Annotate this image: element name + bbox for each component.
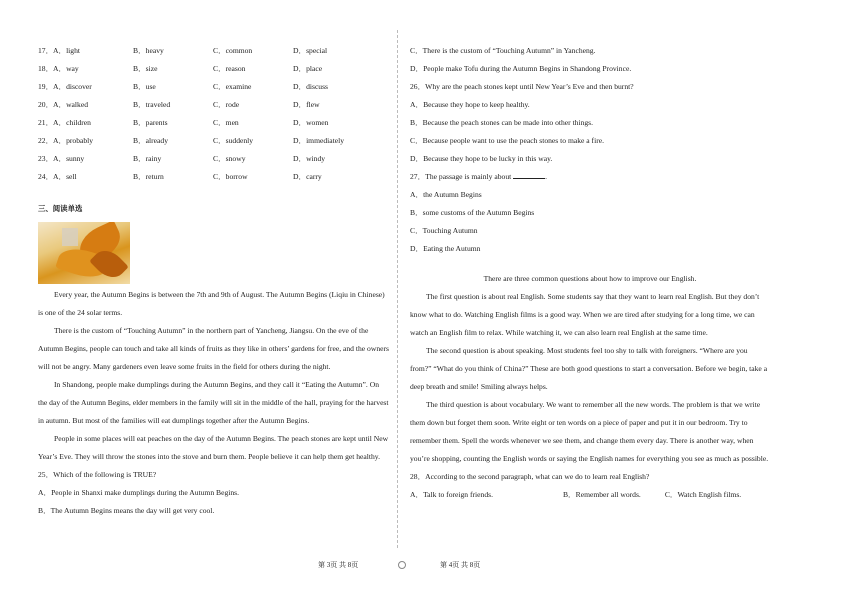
cloze-options xyxy=(38,42,390,186)
cloze-option-c[interactable]: C．reason xyxy=(213,64,246,73)
question-25-option-a[interactable]: A．People in Shanxi make dumplings during the Autumn Begins. xyxy=(38,488,240,497)
cloze-option-a[interactable]: A．sell xyxy=(53,172,77,181)
question-25-stem: 25．Which of the following is TRUE? xyxy=(38,470,157,479)
question-27-stem-end: . xyxy=(545,172,548,181)
page-number-right: 第 4页 共 8页 xyxy=(440,561,481,569)
cloze-option-c[interactable]: C．examine xyxy=(213,82,252,91)
question-26-stem: 26．Why are the peach stones kept until New Year’s Eve and then burnt? xyxy=(410,82,634,91)
cloze-row xyxy=(38,42,390,60)
cloze-option-a[interactable]: A．sunny xyxy=(53,154,85,163)
cloze-option-a[interactable]: A．probably xyxy=(53,136,94,145)
cloze-number: 18． xyxy=(38,64,54,73)
question-27-option-a[interactable]: A．the Autumn Begins xyxy=(410,190,482,199)
left-page xyxy=(38,42,390,520)
cloze-row xyxy=(38,114,390,132)
binding-circle-icon xyxy=(398,561,406,569)
cloze-option-d[interactable]: D．immediately xyxy=(293,136,345,145)
question-28-stem: 28．According to the second paragraph, what can we do to learn real English? xyxy=(410,472,650,481)
cloze-number: 24． xyxy=(38,172,54,181)
passage1-paragraph: Every year, the Autumn Begins is between the 7th and 9th of August. The Autumn Begins (Liqiu in Chinese) is one of the 24 solar terms. xyxy=(38,290,385,317)
passage1-paragraph: People in some places will eat peaches on the day of the Autumn Begins. The peach stones are kept until New Year’s Eve. They will throw the stones into the stove and burn them. People believe it can help them get healthy. xyxy=(38,434,389,461)
right-page xyxy=(410,42,770,504)
section-title: 三、阅读单选 xyxy=(38,204,83,213)
cloze-number: 17． xyxy=(38,46,54,55)
question-27-option-c[interactable]: C．Touching Autumn xyxy=(410,226,478,235)
passage2-paragraph: The third question is about vocabulary. We want to remember all the new words. The problem is that we write them down but forget them soon. Write eight or ten words on a piece of paper and put it in our bedroom. Try to remember them. Spell the words whenever we see them, and change them every day. There is another way, when you’re shopping, counting the English words or saying the English names for everything you see as much as possible. xyxy=(410,400,769,463)
question-26-option-d[interactable]: D．Because they hope to be lucky in this way. xyxy=(410,154,553,163)
cloze-option-d[interactable]: D．windy xyxy=(293,154,326,163)
cloze-option-a[interactable]: A．children xyxy=(53,118,91,127)
cloze-option-a[interactable]: A．walked xyxy=(53,100,89,109)
cloze-option-c[interactable]: C．rode xyxy=(213,100,240,109)
cloze-row xyxy=(38,150,390,168)
cloze-option-b[interactable]: B．traveled xyxy=(133,100,171,109)
cloze-option-d[interactable]: D．discuss xyxy=(293,82,329,91)
question-28-option-a[interactable]: A．Talk to foreign friends. xyxy=(410,490,493,499)
cloze-number: 21． xyxy=(38,118,54,127)
cloze-row xyxy=(38,60,390,78)
cloze-number: 22． xyxy=(38,136,54,145)
cloze-option-a[interactable]: A．way xyxy=(53,64,79,73)
cloze-option-b[interactable]: B．return xyxy=(133,172,164,181)
cloze-option-c[interactable]: C．snowy xyxy=(213,154,246,163)
cloze-option-b[interactable]: B．heavy xyxy=(133,46,164,55)
cloze-row xyxy=(38,96,390,114)
cloze-option-d[interactable]: D．place xyxy=(293,64,323,73)
question-28-option-b[interactable]: B．Remember all words. xyxy=(562,490,641,499)
autumn-photo xyxy=(38,222,130,284)
passage2-paragraph: The first question is about real English. Some students say that they want to learn real English. But they don’t know what to do. Watching English films is a good way. When we are tired after studying for a long time, we can watch an English film to relax. While watching it, we can also learn real English at the same time. xyxy=(410,292,760,337)
cloze-option-c[interactable]: C．borrow xyxy=(213,172,248,181)
passage1-paragraph: There is the custom of “Touching Autumn” in the northern part of Yancheng, Jiangsu. On the eve of the Autumn Begins, people can touch and take all kinds of fruits as they like in others’ gardens for free, and the owners will not be angry. Many gardeners even leave some fruits in the field for others during the night. xyxy=(38,326,389,371)
cloze-option-c[interactable]: C．common xyxy=(213,46,253,55)
cloze-option-b[interactable]: B．use xyxy=(133,82,156,91)
cloze-option-b[interactable]: B．rainy xyxy=(133,154,162,163)
cloze-number: 23． xyxy=(38,154,54,163)
cloze-option-b[interactable]: B．parents xyxy=(133,118,168,127)
question-25-option-c[interactable]: C．There is the custom of “Touching Autumn” in Yancheng. xyxy=(410,46,596,55)
cloze-option-b[interactable]: B．already xyxy=(133,136,169,145)
question-27-stem-text: 27．The passage is mainly about xyxy=(410,172,512,181)
question-25-option-b[interactable]: B．The Autumn Begins means the day will get very cool. xyxy=(38,506,215,515)
passage1-paragraph: In Shandong, people make dumplings during the Autumn Begins, and they call it “Eating the Autumn”. On the day of the Autumn Begins, elder members in the family will sit in the middle of the hall, praying for the harvest in autumn. But most of the families will eat dumplings together after the Autumn Begins. xyxy=(38,380,389,425)
question-25-option-d[interactable]: D．People make Tofu during the Autumn Begins in Shandong Province. xyxy=(410,64,632,73)
cloze-option-a[interactable]: A．discover xyxy=(53,82,92,91)
passage2-paragraph: The second question is about speaking. Most students feel too shy to talk with foreigners. “Where are you from?” “What do you think of China?” These are both good questions to start a conversation. Before we begin, take a deep breath and smile! Smiling always helps. xyxy=(410,346,768,391)
cloze-row xyxy=(38,132,390,150)
question-27-option-b[interactable]: B．some customs of the Autumn Begins xyxy=(410,208,535,217)
passage2-intro: There are three common questions about how to improve our English. xyxy=(483,274,697,283)
question-28-option-c[interactable]: C．Watch English films. xyxy=(664,490,742,499)
question-27-stem xyxy=(410,168,770,186)
cloze-option-d[interactable]: D．special xyxy=(293,46,328,55)
cloze-option-b[interactable]: B．size xyxy=(133,64,158,73)
cloze-number: 20． xyxy=(38,100,54,109)
cloze-option-c[interactable]: C．men xyxy=(213,118,239,127)
question-26-option-b[interactable]: B．Because the peach stones can be made into other things. xyxy=(410,118,594,127)
cloze-row xyxy=(38,78,390,96)
cloze-option-d[interactable]: D．flew xyxy=(293,100,320,109)
cloze-row xyxy=(38,168,390,186)
cloze-option-a[interactable]: A．light xyxy=(53,46,81,55)
calligraphy-stamp xyxy=(62,228,78,246)
question-26-option-a[interactable]: A．Because they hope to keep healthy. xyxy=(410,100,530,109)
answer-blank xyxy=(513,171,548,181)
page-divider xyxy=(397,30,398,548)
cloze-number: 19． xyxy=(38,82,54,91)
question-28-options xyxy=(410,486,770,504)
cloze-option-d[interactable]: D．carry xyxy=(293,172,322,181)
question-26-option-c[interactable]: C．Because people want to use the peach stones to make a fire. xyxy=(410,136,604,145)
cloze-option-c[interactable]: C．suddenly xyxy=(213,136,254,145)
page-number-left: 第 3页 共 8页 xyxy=(318,561,359,569)
question-27-option-d[interactable]: D．Eating the Autumn xyxy=(410,244,481,253)
cloze-option-d[interactable]: D．women xyxy=(293,118,329,127)
